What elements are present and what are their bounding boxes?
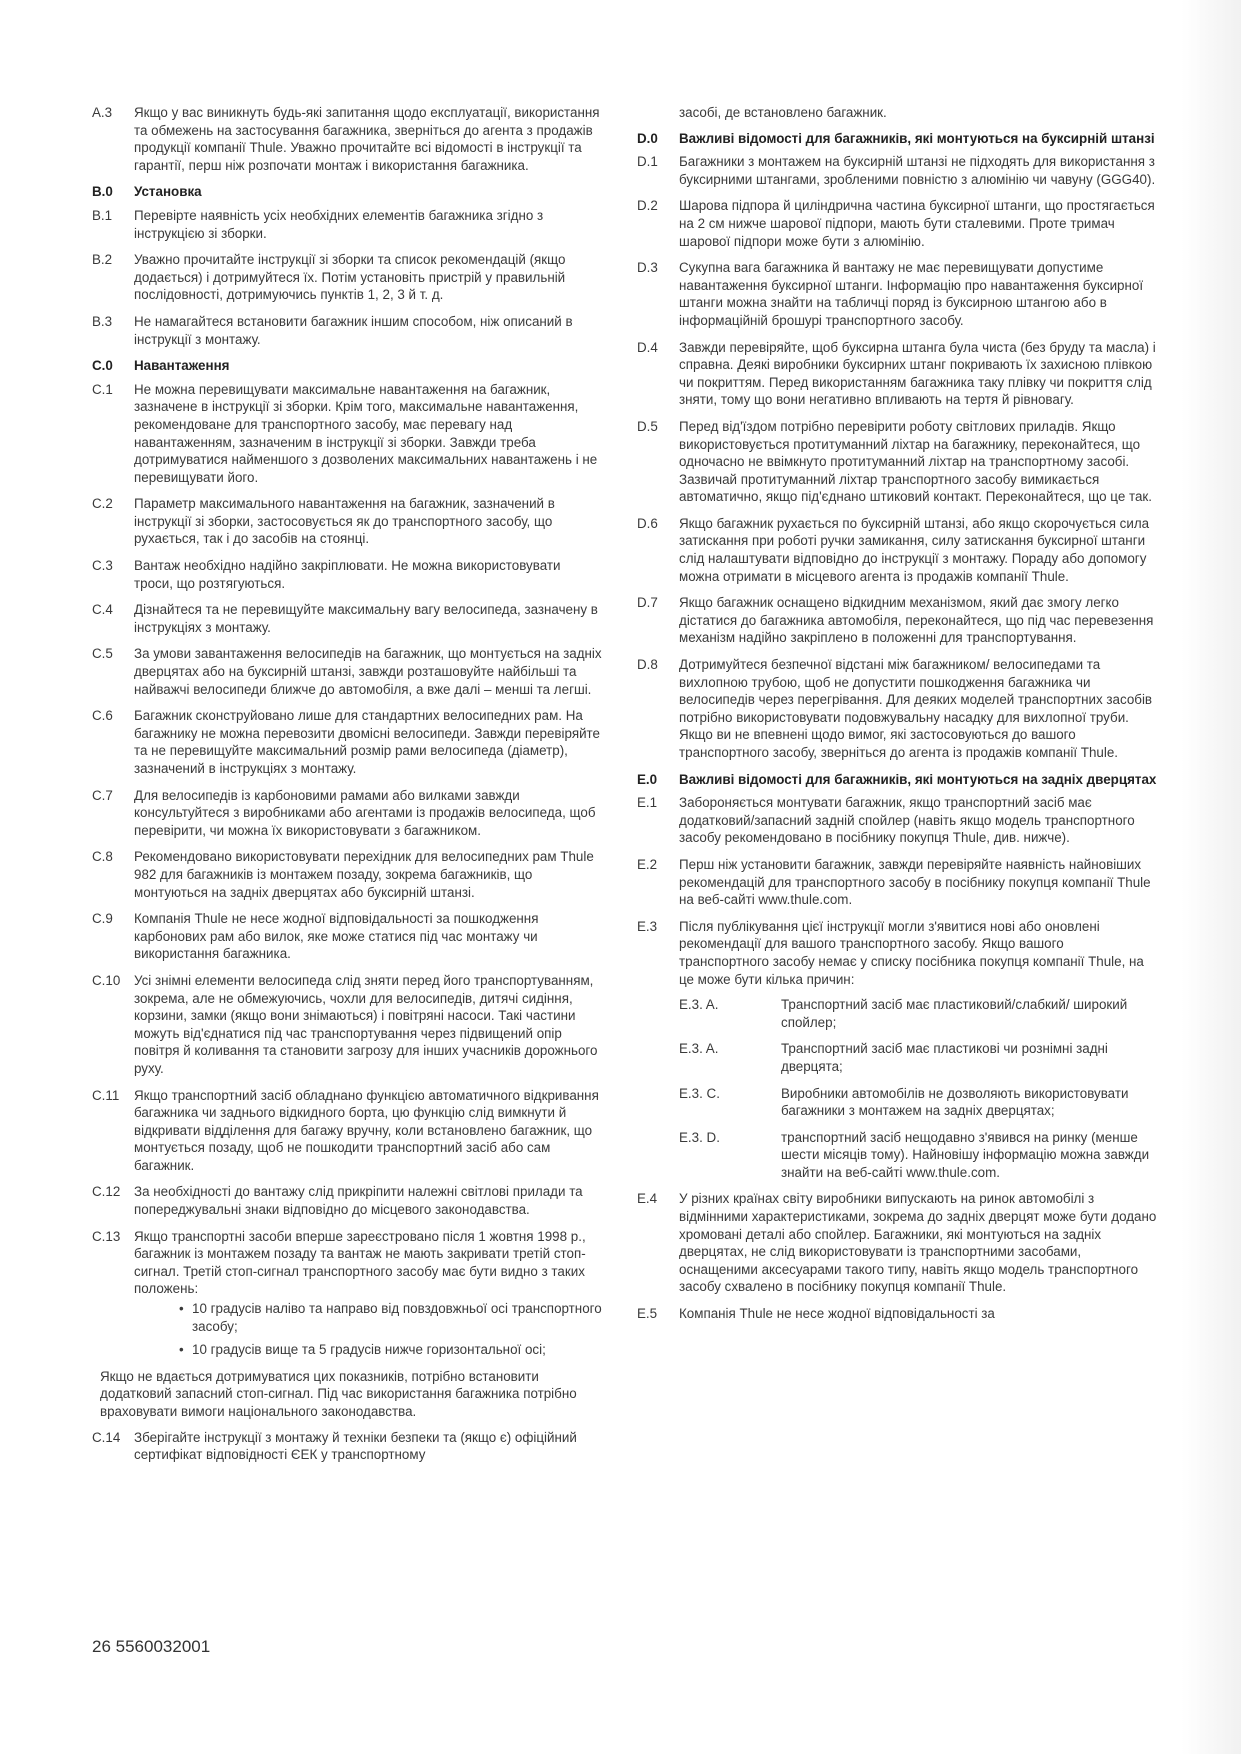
clause-text: Перевірте наявність усіх необхідних елементів багажника згідно з інструкцією зі зборки. — [134, 207, 544, 241]
section-heading — [92, 183, 602, 201]
clause-number: C.10 — [92, 972, 121, 988]
clause-number: E.5 — [637, 1306, 658, 1322]
clause-text: Зберігайте інструкції з монтажу й техніки безпеки та (якщо є) офіційний сертифікат відповідності ЄЕК у транспортному — [134, 1429, 577, 1463]
clause-text: Перш ніж установити багажник, завжди перевіряйте наявність найновіших рекомендацій для транспортного засобу в посібнику покупця компанії Thule на веб-сайті www.thule.com. — [679, 856, 1151, 908]
clause-number: C.13 — [92, 1228, 121, 1244]
clause-text: Не намагайтеся встановити багажник іншим способом, ніж описаний в інструкції з монтажу. — [134, 313, 573, 347]
clause-text: Сукупна вага багажника й вантажу не має перевищувати допустиме навантаження буксирної штанги. Інформацію про навантаження буксирної штанги можна знайти на табличці поряд із буксирною штангою або в інформаційній брошурі транспортного засобу. — [679, 260, 1144, 328]
clause-item — [92, 972, 602, 1078]
clause-text: Забороняється монтувати багажник, якщо транспортний засіб має додатковий/запасний задній спойлер (навіть якщо модель транспортного засобу рекомендовано в посібнику покупця Thule, див. нижче). — [679, 795, 1135, 846]
clause-number: D.6 — [637, 515, 658, 531]
clause-text: Рекомендовано використовувати перехідник для велосипедних рам Thule 982 для багажників із монтажем позаду, зокрема багажників, що монтуються на задніх дверцятах або буксирній штанзі. — [134, 849, 594, 900]
clause-text: Усі знімні елементи велосипеда слід зняти перед його транспортуванням, зокрема, але не обмежуючись, чохли для велосипедів, дитячі сидіння, корзини, замки (якщо вони знімаються) і повітряні насоси. Такі частини можуть від'єднатися під час транспортування через підвищений опір повітря й коливання та становити загрозу для інших учасників дорожнього руху. — [134, 972, 598, 1076]
clause-number: D.5 — [637, 418, 658, 434]
clause-text: Компанія Thule не несе жодної відповідальності за пошкодження карбонових рам або вилок, яке може статися під час монтажу чи використання багажника. — [134, 911, 539, 962]
clause-number: E.2 — [637, 856, 658, 872]
bullet-dot-icon: • — [179, 1342, 184, 1358]
clause-text: Компанія Thule не несе жодної відповідальності за — [679, 1306, 995, 1322]
clause-text: Завжди перевіряйте, щоб буксирна штанга була чиста (без бруду та масла) і справна. Деякі виробники буксирних штанг покривають їх захисною плівкою чи покриттям. Перед використанням багажника таку плівку чи покриття слід зняти, тому що вони негативно впливають на тертя й рівновагу. — [679, 339, 1156, 408]
clause-number: C.11 — [92, 1087, 120, 1103]
right-column — [637, 104, 1157, 1332]
section-number: E.0 — [637, 771, 658, 787]
clause-number: C.4 — [92, 602, 113, 618]
clause-number: D.2 — [637, 198, 658, 214]
clause-item — [92, 645, 602, 698]
clause-item — [92, 207, 602, 242]
clause-item — [637, 259, 1157, 329]
clause-number: B.1 — [92, 207, 113, 223]
clause-text: За необхідності до вантажу слід прикріпити належні світлові прилади та попереджувальні знаки відповідно до місцевого законодавства. — [134, 1184, 583, 1218]
clause-number: B.3 — [92, 313, 113, 329]
clause-text: Для велосипедів із карбоновими рамами або вилками завжди консультуйтеся з виробниками або агентами із продажів велосипеда, щоб перевірити, чи можна їх використовувати з багажником. — [134, 787, 596, 838]
clause-item — [637, 1305, 1157, 1323]
clause-text: Після публікування цієї інструкції могли з'явитися нові або оновлені рекомендації для вашого транспортного засобу. Якщо вашого транспортного засобу немає у списку посібника покупця компанії Thule, на це може бути кілька причин: — [679, 918, 1144, 987]
sub-item-number: E.3. C. — [679, 1085, 720, 1101]
clause-item — [637, 197, 1157, 250]
clause-item — [637, 918, 1157, 1182]
clause-number: E.3 — [637, 918, 658, 934]
clause-item — [92, 313, 602, 348]
clause-text: Багажники з монтажем на буксирній штанзі не підходять для використання з буксирними штангами, зробленими повністю з алюмінію чи чавуну (GGG40). — [679, 154, 1156, 187]
clause-text: Шарова підпора й циліндрична частина буксирної штанги, що простягається на 2 см нижче шарової підпори, мають бути сталевими. Проте тримач шарової підпори може бути з алюмінію. — [679, 198, 1155, 249]
sub-item-list — [679, 996, 1157, 1181]
section-number: D.0 — [637, 130, 658, 146]
clause-item — [92, 707, 602, 777]
clause-item — [637, 153, 1157, 188]
section-title: Навантаження — [134, 358, 230, 374]
sub-item-text: Транспортний засіб має пластикові чи рознімні задні дверцята; — [781, 1041, 1108, 1074]
clause-item — [637, 656, 1157, 762]
clause-text: Перед від'їздом потрібно перевірити роботу світлових приладів. Якщо використовується протитуманний ліхтар на багажнику, переконайтеся, що одночасно не ввімкнуто протитуманний ліхтар на транспортному засобі. Зазвичай протитуманний ліхтар транспортного засобу вимикається автоматично, якщо під'єднано штиковий контакт. Переконайтеся, що це так. — [679, 418, 1152, 505]
section-number: B.0 — [92, 184, 113, 200]
section-number: C.0 — [92, 358, 113, 374]
clause-item — [637, 794, 1157, 847]
clause-item — [637, 594, 1157, 647]
bullet-item — [134, 1341, 602, 1359]
clause-number: D.7 — [637, 595, 658, 611]
clause-item — [637, 856, 1157, 909]
clause-text: Параметр максимального навантаження на багажник, зазначений в інструкції зі зборки, застосовується як до транспортного засобу, що рухається, так і до засобів на стоянці. — [134, 496, 555, 547]
clause-number: C.12 — [92, 1184, 121, 1200]
bullet-text: 10 градусів наліво та направо від повздовжньої осі транспортного засобу; — [192, 1301, 602, 1334]
section-heading — [92, 357, 602, 375]
section-title: Важливі відомості для багажників, які монтуються на буксирній штанзі — [679, 130, 1155, 146]
paragraph-text: Якщо не вдається дотримуватися цих показників, потрібно встановити додатковий запасний стоп-сигнал. Під час використання багажника потрібно враховувати вимоги національного законодавства. — [100, 1368, 577, 1419]
clause-item — [92, 495, 602, 548]
bullet-text: 10 градусів вище та 5 градусів нижче горизонтальної осі; — [192, 1342, 546, 1358]
clause-item — [637, 1190, 1157, 1296]
clause-number: C.5 — [92, 646, 113, 662]
clause-item — [92, 601, 602, 636]
clause-text: Якщо багажник рухається по буксирній штанзі, або якщо скорочується сила затискання при роботі ручки замикання, силу затискання буксирної штанги слід налаштувати відповідно до інструкції з монтажу. Пораду або допомогу можна отримати в місцевого агента із продажів компанії Thule. — [679, 515, 1150, 584]
clause-number: C.1 — [92, 381, 113, 397]
continued-text: засобі, де встановлено багажник. — [679, 105, 887, 120]
sub-item-number: E.3. A. — [679, 1041, 719, 1057]
clause-item — [92, 787, 602, 840]
clause-item — [92, 104, 602, 174]
bullet-item — [134, 1300, 602, 1335]
sub-item-text: Виробники автомобілів не дозволяють використовувати багажники з монтажем на задніх дверцятах; — [781, 1085, 1129, 1119]
clause-item — [637, 339, 1157, 409]
clause-number: E.1 — [637, 795, 658, 811]
clause-number: D.4 — [637, 339, 658, 355]
sub-item — [679, 996, 1157, 1031]
bullet-list — [134, 1300, 602, 1359]
clause-text: У різних країнах світу виробники випускають на ринок автомобілі з відмінними характеристиками, зокрема до задніх дверцят може бути додано хромовані деталі або спойлер. Багажники, які монтуються на задніх дверцятах, не слід використовувати із транспортними засобами, оснащеними аксесуарами такого типу, навіть якщо модель транспортного засобу схвалено в посібнику покупця компанії Thule. — [679, 1191, 1157, 1295]
clause-item — [92, 1087, 602, 1175]
clause-item — [92, 381, 602, 487]
paragraph — [92, 1368, 602, 1421]
clause-item — [92, 1228, 602, 1359]
clause-text: Якщо багажник оснащено відкидним механізмом, який дає змогу легко дістатися до багажника автомобіля, переконайтеся, що під час перевезення механізм надійно закріплено в положенні для транспортування. — [679, 595, 1154, 646]
clause-text: Багажник сконструйовано лише для стандартних велосипедних рам. На багажнику не можна перевозити двомісні велосипеди. Завжди перевіряйте та не перевищуйте максимальний розмір рами велосипеда (діаметр), зазначений в інструкціях з монтажу. — [134, 708, 600, 776]
clause-number: B.2 — [92, 252, 113, 268]
clause-text: Дотримуйтеся безпечної відстані між багажником/ велосипедами та вихлопною трубою, щоб не допустити пошкодження багажника чи велосипедів через перегрівання. Для деяких моделей транспортних засобів потрібно використовувати подовжувальну насадку для вихлопної труби. Якщо ви не впевнені щодо вимог, які застосовуються до вашого транспортного засобу, зверніться до агента із продажів компанії Thule. — [679, 657, 1153, 760]
clause-number: C.3 — [92, 558, 113, 574]
sub-item — [679, 1085, 1157, 1120]
sub-item — [679, 1129, 1157, 1182]
sub-item-text: Транспортний засіб має пластиковий/слабкий/ широкий спойлер; — [781, 997, 1128, 1030]
clause-text: Вантаж необхідно надійно закріплювати. Не можна використовувати троси, що розтягуються. — [134, 558, 561, 591]
clause-item — [92, 1429, 602, 1464]
clause-item — [92, 910, 602, 963]
clause-text: Якщо у вас виникнуть будь-які запитання щодо експлуатації, використання та обмежень на застосування багажника, зверніться до агента з продажів продукції компанії Thule. Уважно прочитайте всі відомості в інструкції та гарантії, перш ніж розпочати монтаж і використання багажника. — [134, 105, 600, 173]
clause-number: E.4 — [637, 1191, 658, 1207]
clause-number: D.3 — [637, 260, 658, 276]
clause-number: D.8 — [637, 657, 658, 673]
clause-text: Уважно прочитайте інструкції зі зборки та список рекомендацій (якщо додається) і дотримуйтеся їх. Потім установіть пристрій у правильній послідовності, дотримуючись пунктів 1, 2, 3 й т. д. — [134, 252, 566, 303]
page-footer: 26 5560032001 — [92, 1637, 211, 1656]
clause-number: C.8 — [92, 849, 113, 865]
clause-item — [92, 251, 602, 304]
page-edge-shade — [1181, 0, 1241, 1754]
clause-number: C.2 — [92, 496, 113, 512]
clause-text: Дізнайтеся та не перевищуйте максимальну вагу велосипеда, зазначену в інструкціях з монтажу. — [134, 602, 598, 635]
clause-number: C.14 — [92, 1429, 121, 1445]
clause-item — [637, 418, 1157, 506]
clause-number: C.9 — [92, 911, 113, 927]
section-heading — [637, 130, 1157, 148]
clause-number: C.6 — [92, 708, 113, 724]
section-title: Установка — [134, 184, 202, 200]
clause-item — [92, 557, 602, 592]
clause-text: Не можна перевищувати максимальне навантаження на багажник, зазначене в інструкції зі зборки. Крім того, максимальне навантаження, рекомендоване для транспортного засобу, має перевагу над навантаженням, зазначеним в інструкції зі зборки. Завжди треба дотримуватися найменшого з дозволених максимальних навантажень і не перевищувати його. — [134, 381, 598, 485]
section-title: Важливі відомості для багажників, які монтуються на задніх дверцятах — [679, 771, 1157, 787]
clause-text: Якщо транспортний засіб обладнано функцією автоматичного відкривання багажника чи заднього відкидного борта, цю функцію слід вимкнути й відкривати відділення для багажу вручну, коли встановлено багажник, що монтується позаду, щоб не пошкодити транспортний засіб або сам багажник. — [134, 1087, 599, 1173]
bullet-dot-icon: • — [179, 1301, 184, 1317]
clause-text: Якщо транспортні засоби вперше зареєстровано після 1 жовтня 1998 р., багажник із монтажем позаду та вантаж не мають закривати третій стоп-сигнал. Третій стоп-сигнал транспортного засобу має бути видно з таких положень: — [134, 1228, 586, 1297]
sub-item-number: E.3. D. — [679, 1129, 720, 1145]
clause-number: C.7 — [92, 787, 113, 803]
sub-item — [679, 1040, 1157, 1075]
clause-number: A.3 — [92, 105, 113, 120]
clause-item — [92, 848, 602, 901]
section-heading — [637, 771, 1157, 789]
clause-text: За умови завантаження велосипедів на багажник, що монтується на задніх дверцятах або на буксирній штанзі, завжди розташовуйте найбільші та найважчі велосипеди ближче до автомобіля, а вже далі – менші та легші. — [134, 646, 602, 697]
clause-item — [92, 1183, 602, 1218]
clause-item — [637, 515, 1157, 585]
clause-number: D.1 — [637, 154, 658, 170]
sub-item-number: E.3. A. — [679, 997, 719, 1013]
sub-item-text: транспортний засіб нещодавно з'явився на ринку (менше шести місяців тому). Найновішу інформацію можна завжди знайти на веб-сайті www.thule.com. — [781, 1129, 1150, 1180]
left-column — [92, 104, 602, 1473]
